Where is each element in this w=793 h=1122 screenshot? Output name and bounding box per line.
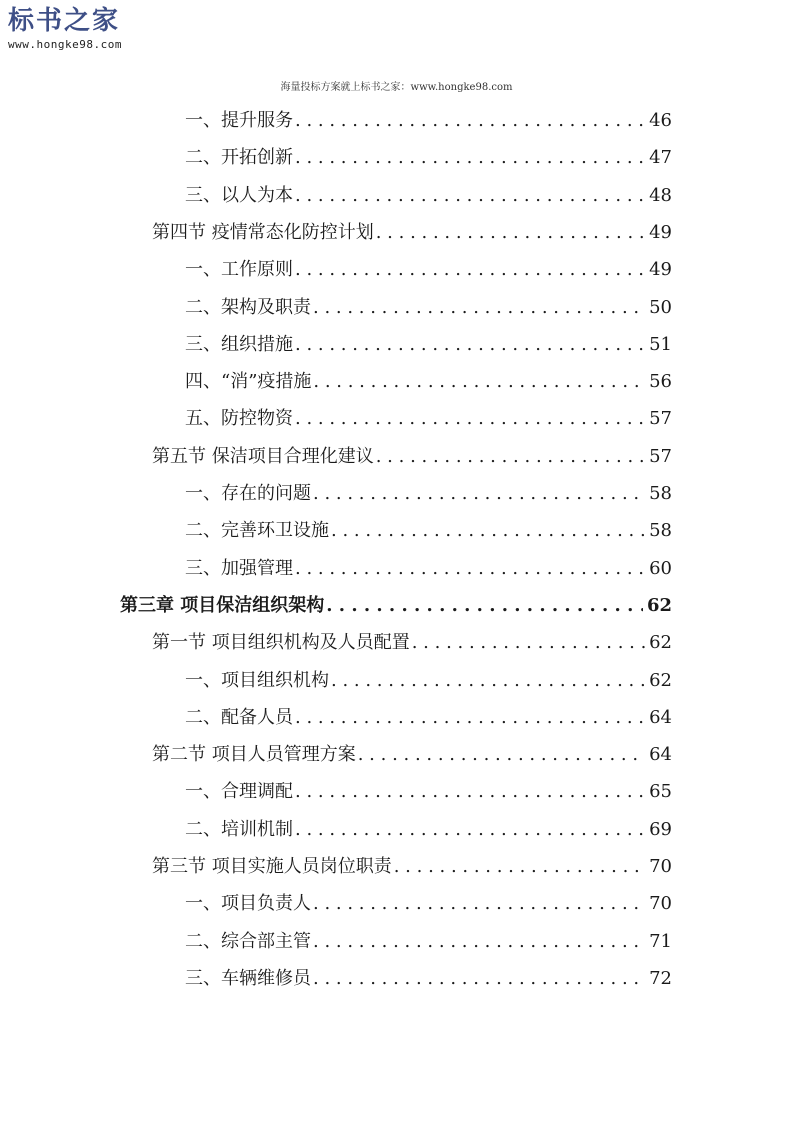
toc-entry-page: 60 — [649, 557, 672, 579]
header-note: 海量投标方案就上标书之家：www.hongke98.com — [280, 82, 513, 93]
toc-entry-label: 第三节 项目实施人员岗位职责 — [152, 856, 392, 877]
toc-entry-label: 一、合理调配 — [185, 781, 293, 803]
toc-entry-page: 64 — [649, 706, 672, 728]
toc-entry-label: 一、工作原则 — [185, 259, 293, 281]
toc-leader-dots — [329, 668, 645, 694]
toc-entry-page: 62 — [646, 594, 672, 616]
toc-entry[interactable] — [152, 220, 672, 246]
toc-leader-dots — [329, 518, 645, 544]
toc-entry-page: 71 — [649, 930, 672, 952]
toc-entry[interactable] — [185, 966, 672, 992]
logo-text: 标书之家 — [8, 6, 121, 36]
toc-entry[interactable] — [185, 295, 672, 321]
toc-entry-label: 二、开拓创新 — [185, 147, 293, 169]
toc-leader-dots — [293, 817, 645, 843]
toc-entry[interactable] — [185, 481, 672, 507]
toc-entry-page: 65 — [649, 781, 672, 803]
toc-leader-dots — [311, 891, 645, 917]
toc-entry-label: 二、架构及职责 — [185, 296, 311, 318]
toc-entry-page: 46 — [649, 110, 672, 131]
toc-entry-page: 57 — [649, 408, 672, 430]
toc-entry-page: 72 — [649, 967, 672, 989]
toc-leader-dots — [293, 332, 645, 358]
toc-entry-label: 一、提升服务 — [185, 110, 293, 131]
toc-entry-label: 三、以人为本 — [185, 184, 293, 206]
toc-entry-label: 第四节 疫情常态化防控计划 — [152, 221, 374, 243]
toc-entry[interactable] — [152, 854, 672, 880]
toc-leader-dots — [410, 630, 645, 656]
toc-entry-page: 58 — [649, 483, 672, 504]
toc-entry[interactable] — [185, 145, 672, 171]
toc-leader-dots — [293, 406, 645, 432]
toc-entry-label: 第一节 项目组织机构及人员配置 — [152, 632, 410, 654]
toc-leader-dots — [293, 108, 645, 134]
toc-entry[interactable] — [185, 108, 672, 134]
toc-entry-label: 二、培训机制 — [185, 818, 293, 840]
toc-entry-label: 第五节 保洁项目合理化建议 — [152, 445, 374, 467]
toc-leader-dots — [392, 854, 645, 880]
toc-entry-page: 57 — [649, 445, 672, 467]
toc-entry[interactable] — [185, 817, 672, 843]
toc-entry-page: 56 — [649, 371, 672, 393]
toc-leader-dots — [374, 444, 645, 470]
toc-leader-dots — [311, 966, 645, 992]
toc-entry[interactable] — [185, 369, 672, 395]
toc-entry-label: 三、组织措施 — [185, 333, 293, 355]
toc-leader-dots — [356, 742, 645, 768]
toc-entry-page: 62 — [649, 632, 672, 654]
toc-entry[interactable] — [185, 406, 672, 432]
toc-entry[interactable] — [185, 556, 672, 582]
toc-entry-page: 49 — [649, 221, 672, 243]
toc-entry-page: 48 — [649, 184, 672, 206]
toc-entry[interactable] — [185, 183, 672, 209]
toc-entry-page: 50 — [649, 296, 672, 318]
toc-entry-label: 第三章 项目保洁组织架构 — [120, 594, 325, 616]
toc-entry-page: 70 — [649, 893, 672, 915]
toc-entry[interactable] — [185, 668, 672, 694]
toc-entry-label: 二、配备人员 — [185, 706, 293, 728]
toc-entry[interactable] — [152, 742, 672, 768]
toc-entry-page: 70 — [649, 856, 672, 877]
toc-leader-dots — [311, 369, 645, 395]
toc-entry[interactable] — [152, 630, 672, 656]
toc-entry-page: 47 — [649, 147, 672, 169]
toc-entry[interactable] — [185, 705, 672, 731]
toc-entry[interactable] — [185, 891, 672, 917]
toc-leader-dots — [311, 481, 645, 507]
toc-entry-label: 三、车辆维修员 — [185, 967, 311, 989]
toc-entry-page: 64 — [649, 744, 672, 766]
toc-leader-dots — [324, 593, 643, 619]
toc-entry-label: 二、完善环卫设施 — [185, 520, 329, 542]
toc-entry[interactable] — [185, 929, 672, 955]
toc-leader-dots — [293, 779, 645, 805]
toc-entry-label: 第二节 项目人员管理方案 — [152, 744, 356, 766]
toc-entry-page: 49 — [649, 259, 672, 281]
toc-leader-dots — [293, 183, 645, 209]
site-logo — [8, 6, 168, 51]
toc-leader-dots — [293, 705, 645, 731]
logo-url: www.hongke98.com — [8, 38, 122, 51]
toc-leader-dots — [293, 556, 645, 582]
toc-leader-dots — [293, 145, 645, 171]
toc-entry-label: 二、综合部主管 — [185, 930, 311, 952]
toc-leader-dots — [311, 929, 645, 955]
toc-entry[interactable] — [152, 444, 672, 470]
toc-entry-label: 一、项目负责人 — [185, 893, 311, 915]
toc-entry-label: 三、加强管理 — [185, 557, 293, 579]
toc-entry[interactable] — [185, 518, 672, 544]
toc-leader-dots — [374, 220, 645, 246]
toc-entry[interactable] — [185, 257, 672, 283]
toc-entry-page: 69 — [649, 818, 672, 840]
toc-entry-label: 四、“消”疫措施 — [185, 371, 312, 393]
toc-entry-page: 58 — [649, 520, 672, 542]
toc-leader-dots — [293, 257, 645, 283]
toc-entry-label: 一、存在的问题 — [185, 483, 311, 504]
toc-leader-dots — [311, 295, 645, 321]
toc-entry-page: 62 — [649, 669, 672, 691]
toc-entry-label: 五、防控物资 — [185, 408, 293, 430]
toc-entry[interactable] — [120, 593, 672, 619]
toc-entry-page: 51 — [649, 333, 672, 355]
toc-entry[interactable] — [185, 332, 672, 358]
toc-entry-label: 一、项目组织机构 — [185, 669, 329, 691]
toc-entry[interactable] — [185, 779, 672, 805]
